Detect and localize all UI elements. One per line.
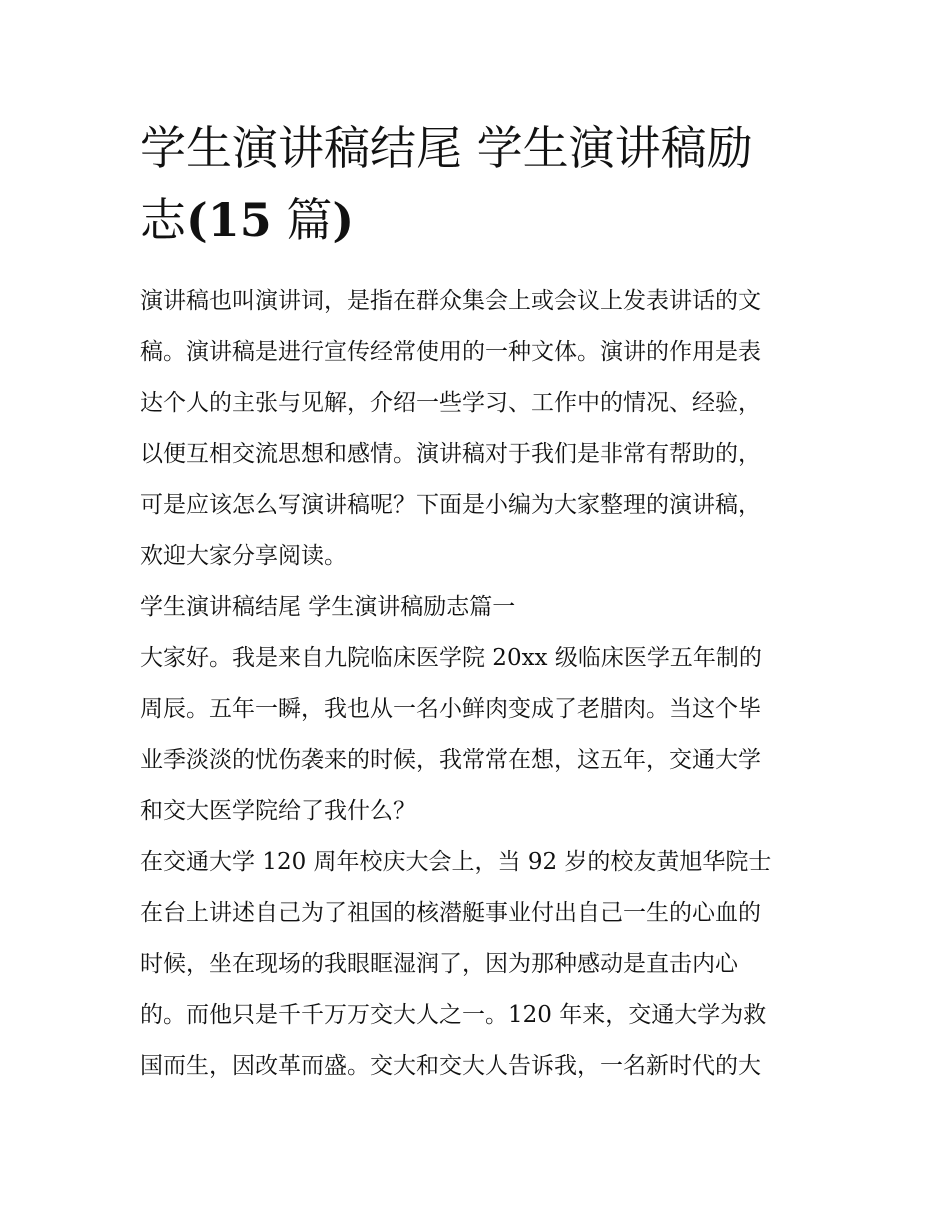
body-line: 时候，坐在现场的我眼眶湿润了，因为那种感动是直击内心 [140,951,738,977]
section-heading: 学生演讲稿结尾 学生演讲稿励志篇一 [140,594,516,620]
title-count-close: ) [332,193,355,247]
document-title [140,112,820,256]
body-line: 以便互相交流思想和感情。演讲稿对于我们是非常有帮助的， [140,441,761,467]
body-line: 达个人的主张与见解，介绍一些学习、工作中的情况、经验， [140,390,761,416]
body-line: 在台上讲述自己为了祖国的核潜艇事业付出自己一生的心血的 [140,900,761,926]
title-count-open: (15 [186,193,272,247]
title-count-unit: 篇 [271,193,333,247]
body-line: 国而生，因改革而盛。交大和交大人告诉我，一名新时代的大 [140,1053,761,1079]
body-line: 可是应该怎么写演讲稿呢？下面是小编为大家整理的演讲稿， [140,492,761,518]
body-line: 稿。演讲稿是进行宣传经常使用的一种文体。演讲的作用是表 [140,339,761,365]
title-line-1: 学生演讲稿结尾 学生演讲稿励 [140,121,753,175]
document-body [140,276,815,1092]
body-line: 周辰。五年一瞬，我也从一名小鲜肉变成了老腊肉。当这个毕 [140,696,761,722]
body-line: 演讲稿也叫演讲词，是指在群众集会上或会议上发表讲话的文 [140,288,761,314]
body-line: 的。而他只是千千万万交大人之一。120 年来，交通大学为救 [140,1002,767,1028]
body-line: 欢迎大家分享阅读。 [140,543,347,569]
body-line: 和交大医学院给了我什么？ [140,798,416,824]
body-line: 在交通大学 120 周年校庆大会上，当 92 岁的校友黄旭华院士 [140,849,772,875]
title-line-2-prefix: 志 [140,193,186,247]
body-line: 大家好。我是来自九院临床医学院 20xx 级临床医学五年制的 [140,645,762,671]
body-line: 业季淡淡的忧伤袭来的时候，我常常在想，这五年，交通大学 [140,747,761,773]
